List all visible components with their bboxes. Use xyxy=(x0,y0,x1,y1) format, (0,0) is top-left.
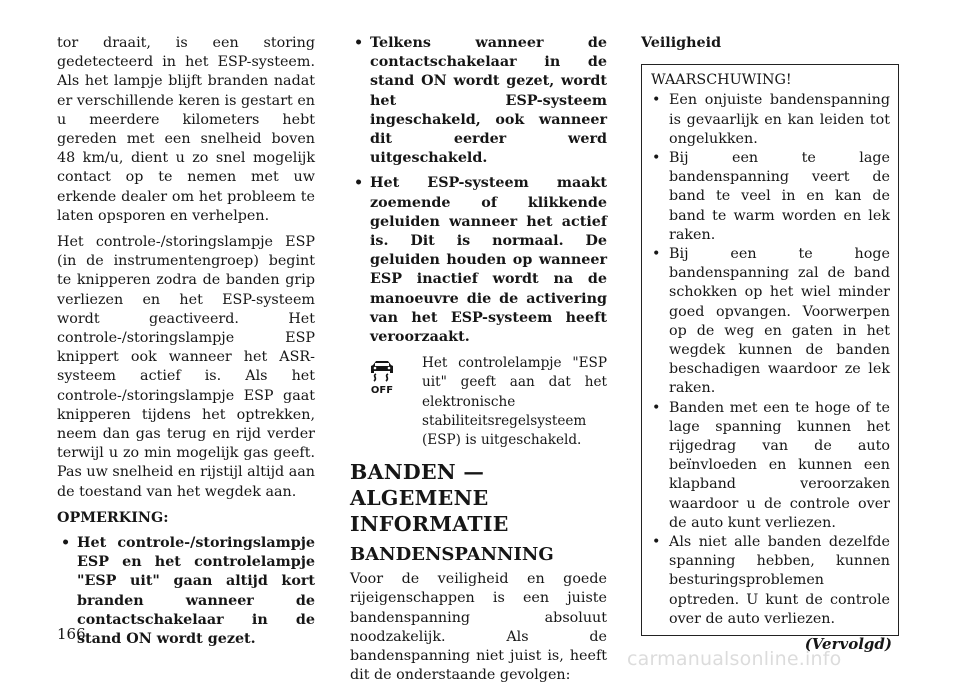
right-column xyxy=(641,34,898,654)
left-column xyxy=(57,34,315,656)
esp-bullet-item: • Telkens wanneer de contactschakelaar in de stand ON wordt gezet, wordt het ESP-systeem ingeschakeld, ook wanneer dit eerder werd uitgeschakeld. xyxy=(350,34,607,168)
continued-label: (Vervolgd) xyxy=(804,635,892,654)
esp-off-icon xyxy=(350,354,422,396)
safety-title: Veiligheid xyxy=(641,35,722,51)
note-list xyxy=(57,534,315,649)
warning-box xyxy=(641,64,899,636)
warning-title: WAARSCHUWING! xyxy=(651,72,792,89)
warning-item: • Bij een te hoge bandenspanning zal de band schokken op het wiel minder goed opvangen. Voorwerpen op de weg en gaten in het wegdek kunnen de banden beschadigen waardoor ze lek raken. xyxy=(651,245,890,399)
warning-list xyxy=(651,91,890,629)
warning-item: • Banden met een te hoge of te lage spanning kunnen het rijgedrag van de auto beïnvloeden en kunnen een klapband veroorzaken waardoor u de controle over de auto kunt verliezen. xyxy=(651,399,890,533)
note-item: • Het controle-/storingslampje ESP en het controlelampje "ESP uit" gaan altijd kort branden wanneer de contactschakelaar in de stand ON wordt gezet. xyxy=(57,534,315,649)
svg-text:OFF: OFF xyxy=(370,385,394,397)
watermark: carmanualsonline.info xyxy=(627,648,842,670)
esp-off-description: Het controlelampje "ESP uit" geeft aan dat het elektronische stabiliteitsregelsysteem (ESP) is uitgeschakeld. xyxy=(422,355,607,449)
paragraph-tire-pressure: Voor de veiligheid en goede rijeigenschappen is een juiste bandenspanning absoluut noodzakelijk. Als de bandenspanning niet juist is, heeft dit de onderstaande gevolgen: xyxy=(350,571,607,684)
page-number: 166 xyxy=(57,625,86,643)
paragraph-esp-indicator: Het controle-/storingslampje ESP (in de instrumentengroep) begint te knipperen zodra de banden grip verliezen en het ESP-systeem wordt geactiveerd. Het controle-/storingslampje ESP knippert ook wanneer het ASR-systeem actief is. Als het controle-/storingslampje ESP gaat knipperen tijdens het optrekken, neem dan gas terug en rijd verder terwijl u zo min mogelijk gas geeft. Pas uw snelheid en rijstijl altijd aan de toestand van het wegdek aan. xyxy=(57,234,315,500)
esp-bullet-item: • Het ESP-systeem maakt zoemende of klikkende geluiden wanneer het actief is. Dit is normaal. De geluiden houden op wanneer ESP inactief wordt na de manoeuvre die de activering van het ESP-systeem heeft veroorzaakt. xyxy=(350,174,607,347)
warning-item: • Bij een te lage bandenspanning veert de band te veel in en kan de band te warm worden en lek raken. xyxy=(651,149,890,245)
esp-bullet-list xyxy=(350,34,607,347)
warning-item: • Als niet alle banden dezelfde spanning hebben, kunnen besturingsproblemen optreden. U kunt de controle over de auto verliezen. xyxy=(651,533,890,629)
middle-column xyxy=(350,34,607,692)
esp-off-indicator-row xyxy=(350,354,607,450)
section-title: BANDEN — ALGEMENE INFORMATIE xyxy=(350,460,509,537)
subsection-title: BANDENSPANNING xyxy=(350,544,554,566)
paragraph-esp-fault: tor draait, is een storing gedetecteerd in het ESP-systeem. Als het lampje blijft branden nadat er verschillende keren is gestart en u meerdere kilometers hebt gereden met een snelheid boven 48 km/u, dient u zo snel mogelijk contact op te nemen met uw erkende dealer om het probleem te laten opsporen en verhelpen. xyxy=(57,35,315,224)
warning-item: • Een onjuiste bandenspanning is gevaarlijk en kan leiden tot ongelukken. xyxy=(651,91,890,149)
note-label: OPMERKING: xyxy=(57,509,169,526)
esp-off-icon-graphic xyxy=(366,360,398,396)
